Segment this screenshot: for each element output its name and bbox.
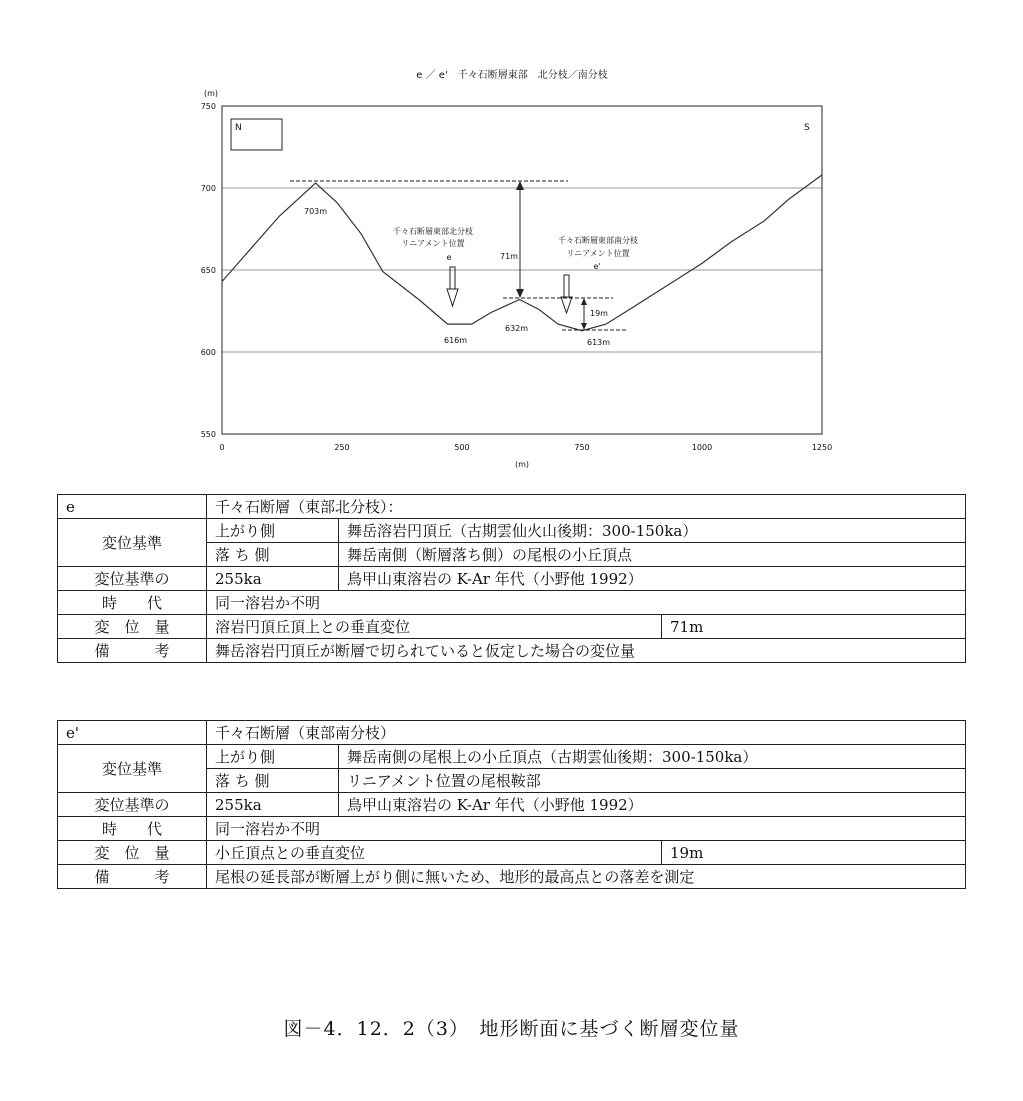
- age-note: 鳥甲山東溶岩の K-Ar 年代（小野他 1992）: [339, 567, 966, 591]
- x-axis-unit: (m): [514, 460, 530, 469]
- chart-title: e ／ e' 千々石断層東部 北分枝／南分枝: [416, 70, 608, 81]
- annotations: [290, 181, 638, 347]
- x-tick-750: 750: [574, 443, 590, 452]
- x-tick-0: 0: [219, 443, 225, 452]
- age-label-2: 時 代: [58, 817, 207, 841]
- amount-label: 変 位 量: [58, 615, 207, 639]
- y-tick-labels: [201, 102, 216, 439]
- saddle-label: 632m: [505, 324, 529, 333]
- remark-value: 尾根の延長部が断層上がり側に無いため、地形的最高点との落差を測定: [207, 865, 966, 889]
- age-label-1: 変位基準の: [58, 567, 207, 591]
- profile-line: [222, 175, 822, 331]
- south-lineament-label-1: 千々石断層東部南分枝: [558, 236, 638, 245]
- age-note: 鳥甲山東溶岩の K-Ar 年代（小野他 1992）: [339, 793, 966, 817]
- x-tick-1250: 1250: [811, 443, 833, 452]
- south-lineament-marker: e': [593, 262, 601, 271]
- north-lineament-marker: e: [446, 253, 452, 262]
- y-tick-750: 750: [200, 102, 216, 111]
- x-tick-1000: 1000: [691, 443, 713, 452]
- remark-label: 備 考: [58, 639, 207, 663]
- x-tick-250: 250: [334, 443, 350, 452]
- down-value: リニアメント位置の尾根鞍部: [339, 769, 966, 793]
- offset-south-arrow-top: [581, 298, 587, 305]
- offset-north-arrow-bottom: [516, 289, 524, 298]
- south-direction-label: S: [804, 123, 810, 133]
- offset-north-arrow-top: [516, 181, 524, 190]
- age-value: 255ka: [207, 567, 339, 591]
- y-tick-700: 700: [200, 184, 216, 193]
- amount-desc: 小丘頂点との垂直変位: [207, 841, 662, 865]
- valley-south-label: 613m: [587, 338, 611, 347]
- down-label: 落 ち 側: [207, 769, 339, 793]
- table-title: 千々石断層（東部南分枝）: [207, 721, 966, 745]
- north-lineament-label-2: リニアメント位置: [401, 239, 465, 248]
- south-lineament-label-2: リニアメント位置: [566, 249, 630, 258]
- offset-north-label: 71m: [500, 252, 518, 261]
- profile-chart: [0, 0, 1023, 480]
- offset-south-arrow-bottom: [581, 323, 587, 330]
- amount-label: 変 位 量: [58, 841, 207, 865]
- amount-value: 71m: [662, 615, 966, 639]
- basis-label: 変位基準: [58, 745, 207, 793]
- displacement-table-south: [57, 720, 966, 889]
- down-label: 落 ち 側: [207, 543, 339, 567]
- y-axis-unit: (m): [204, 89, 219, 98]
- up-label: 上がり側: [207, 519, 339, 543]
- displacement-table-north: [57, 494, 966, 663]
- figure-caption: 図－4．12．2（3） 地形断面に基づく断層変位量: [283, 1018, 740, 1040]
- amount-value: 19m: [662, 841, 966, 865]
- peak-label: 703m: [304, 207, 328, 216]
- up-label: 上がり側: [207, 745, 339, 769]
- offset-south-label: 19m: [590, 309, 608, 318]
- up-value: 舞岳南側の尾根上の小丘頂点（古期雲仙後期：300-150ka）: [339, 745, 966, 769]
- up-value: 舞岳溶岩円頂丘（古期雲仙火山後期：300-150ka）: [339, 519, 966, 543]
- north-lineament-label-1: 千々石断層東部北分枝: [393, 227, 473, 236]
- amount-desc: 溶岩円頂丘頂上との垂直変位: [207, 615, 662, 639]
- y-tick-550: 550: [200, 430, 216, 439]
- south-lineament-arrow: [561, 275, 572, 313]
- down-value: 舞岳南側（断層落ち側）の尾根の小丘頂点: [339, 543, 966, 567]
- x-tick-500: 500: [454, 443, 470, 452]
- y-tick-650: 650: [200, 266, 216, 275]
- remark-label: 備 考: [58, 865, 207, 889]
- north-direction-label: N: [235, 123, 242, 133]
- basis-label: 変位基準: [58, 519, 207, 567]
- age-note-2: 同一溶岩か不明: [207, 591, 966, 615]
- y-tick-600: 600: [200, 348, 216, 357]
- table-id: e': [58, 721, 207, 745]
- north-lineament-arrow: [447, 267, 458, 306]
- age-value: 255ka: [207, 793, 339, 817]
- table-title: 千々石断層（東部北分枝）：: [207, 495, 966, 519]
- table-id: e: [58, 495, 207, 519]
- valley-north-label: 616m: [444, 336, 468, 345]
- remark-value: 舞岳溶岩円頂丘が断層で切られていると仮定した場合の変位量: [207, 639, 966, 663]
- age-label-2: 時 代: [58, 591, 207, 615]
- age-note-2: 同一溶岩か不明: [207, 817, 966, 841]
- age-label-1: 変位基準の: [58, 793, 207, 817]
- x-tick-labels: [219, 443, 832, 452]
